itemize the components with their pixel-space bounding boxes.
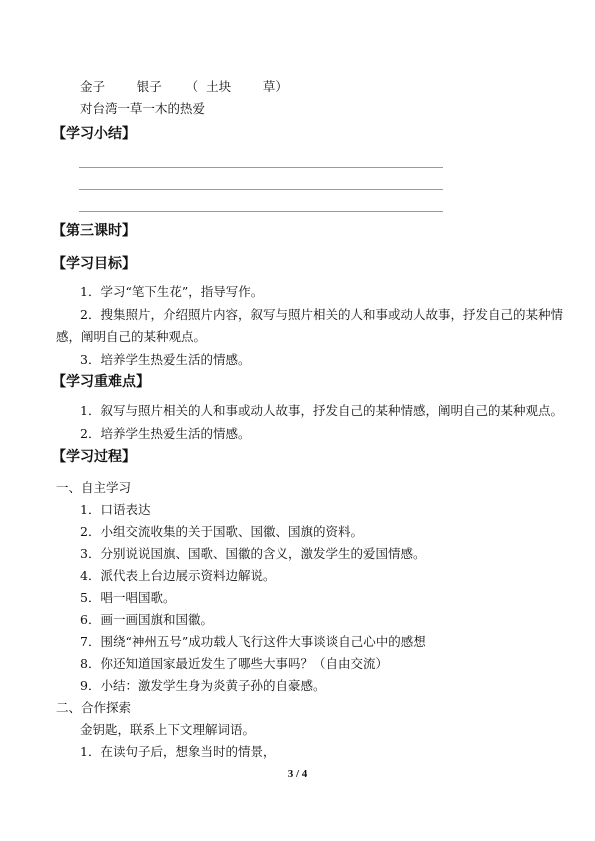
process-item: 9．小结：激发学生身为炎黄子孙的自豪感。 [80, 678, 326, 693]
process-item: 2．小组交流收集的关于国歌、国徽、国旗的资料。 [80, 524, 363, 539]
keypoint-item: 1．叙写与照片相关的人和事或动人故事，抒发自己的某种情感，阐明自己的某种观点。 [80, 403, 563, 418]
answer-line [79, 167, 443, 168]
page-number: 3 / 4 [287, 768, 308, 780]
goal-item-continuation: 感，阐明自己的某种观点。 [56, 329, 207, 344]
heading-keypoints: 【学习重难点】 [52, 374, 150, 390]
process-item: 1．在读句子后，想象当时的情景， [80, 744, 276, 759]
answer-line [79, 189, 443, 190]
goal-item: 1．学习“笔下生花”，指导写作。 [80, 284, 264, 299]
section-title: 二、合作探索 [56, 700, 132, 715]
process-item: 5．唱一唱国歌。 [80, 590, 176, 605]
process-item: 1．口语表达 [80, 502, 151, 517]
phrase-line: 对台湾一草一木的热爱 [80, 101, 206, 116]
goal-item: 3．培养学生热爱生活的情感。 [80, 352, 251, 367]
process-item: 7．围绕“神州五号”成功载人飞行这件大事谈谈自己心中的感想 [80, 634, 426, 649]
heading-summary: 【学习小结】 [52, 126, 136, 142]
process-item: 6．画一画国旗和国徽。 [80, 612, 213, 627]
heading-goals: 【学习目标】 [52, 256, 136, 272]
heading-process: 【学习过程】 [52, 449, 136, 465]
section-title: 一、自主学习 [56, 480, 132, 495]
answer-line [79, 211, 443, 212]
process-item: 3．分别说说国旗、国歌、国徽的含义，激发学生的爱国情感。 [80, 546, 426, 561]
process-item: 4．派代表上台边展示资料边解说。 [80, 568, 276, 583]
process-item: 金钥匙，联系上下文理解词语。 [80, 722, 256, 737]
heading-lesson3: 【第三课时】 [52, 223, 136, 239]
process-item: 8．你还知道国家最近发生了哪些大事吗？（自由交流） [80, 656, 388, 671]
goal-item: 2．搜集照片，介绍照片内容，叙写与照片相关的人和事或动人故事，抒发自己的某种情 [80, 307, 563, 322]
word-list-line: 金子 银子 （ 土块 草） [80, 79, 288, 94]
keypoint-item: 2．培养学生热爱生活的情感。 [80, 426, 251, 441]
